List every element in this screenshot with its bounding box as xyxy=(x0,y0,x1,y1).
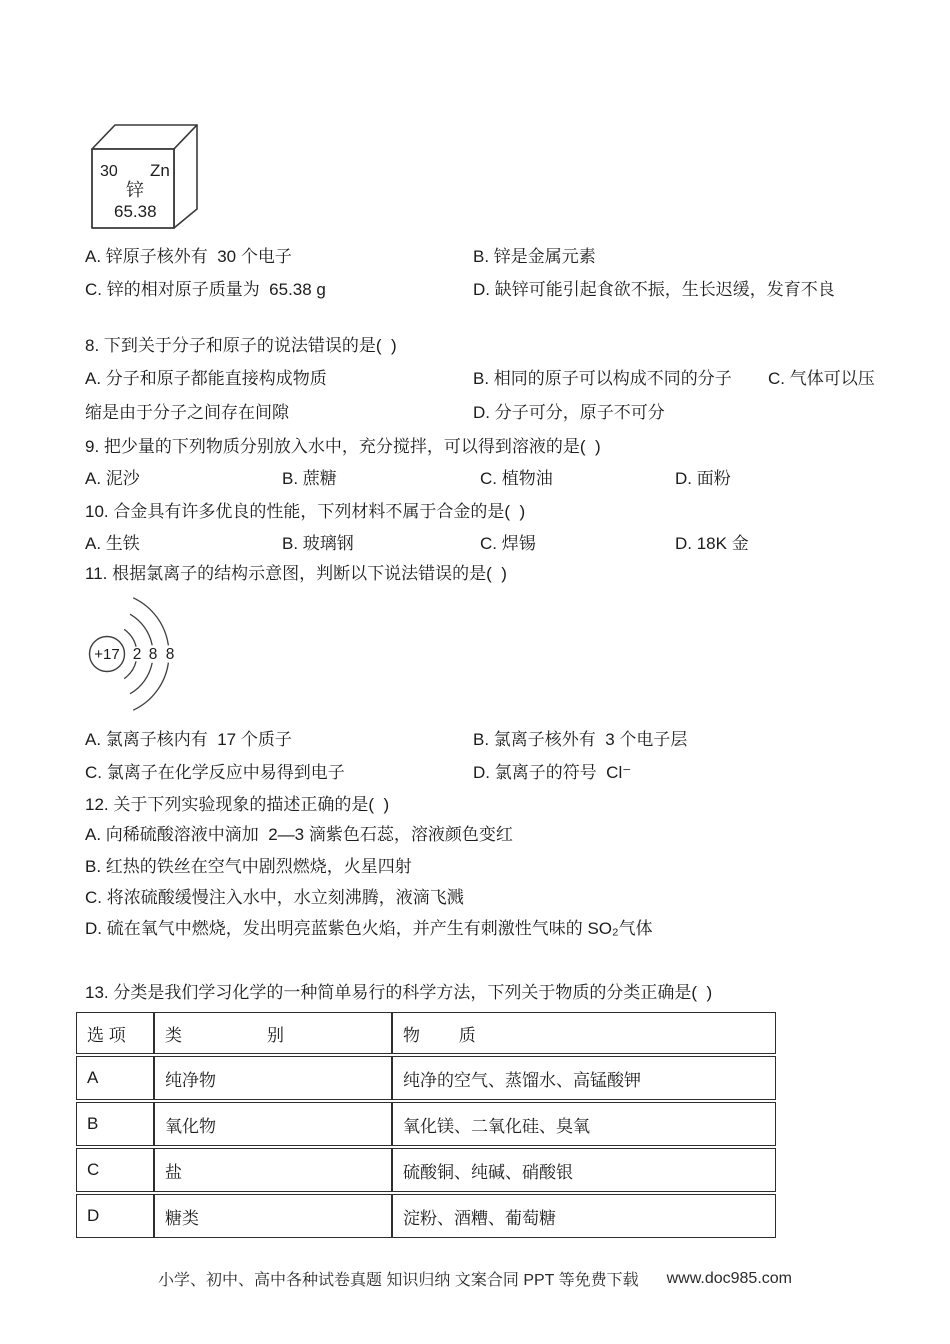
q10-option-d: D. 18K 金 xyxy=(675,534,749,553)
q7-option-d: D. 缺锌可能引起食欲不振，生长迟缓，发育不良 xyxy=(473,280,835,299)
cell-option: B xyxy=(76,1102,154,1146)
q8-option-d: D. 分子可分，原子不可分 xyxy=(473,403,665,422)
q9-option-d: D. 面粉 xyxy=(675,469,731,488)
q10-option-c: C. 焊锡 xyxy=(480,534,536,553)
cell-category: 氧化物 xyxy=(154,1102,392,1146)
q7-option-c: C. 锌的相对原子质量为 65.38 g xyxy=(85,280,326,299)
zinc-cube-svg xyxy=(88,115,203,235)
q12-option-b: B. 红热的铁丝在空气中剧烈燃烧，火星四射 xyxy=(85,857,412,876)
atomic-number: 30 xyxy=(100,163,118,180)
chloride-ion-structure-diagram xyxy=(78,590,258,722)
nucleus-charge: +17 xyxy=(94,646,120,663)
cell-category: 纯净物 xyxy=(154,1056,392,1100)
footer-site-url[interactable]: www.doc985.com xyxy=(666,1269,792,1287)
q8-option-b: B. 相同的原子可以构成不同的分子 xyxy=(473,369,732,388)
zinc-element-cube-figure xyxy=(88,115,203,235)
q13-stem: 13. 分类是我们学习化学的一种简单易行的科学方法，下列关于物质的分类正确是( ) xyxy=(85,983,713,1002)
cell-option: A xyxy=(76,1056,154,1100)
shell-electron-count-1: 2 xyxy=(132,646,142,663)
table-header-row xyxy=(76,1012,776,1054)
q9-option-c: C. 植物油 xyxy=(480,469,553,488)
q11-option-a: A. 氯离子核内有 17 个质子 xyxy=(85,730,292,749)
q10-option-b: B. 玻璃钢 xyxy=(282,534,354,553)
q12-option-a: A. 向稀硫酸溶液中滴加 2—3 滴紫色石蕊，溶液颜色变红 xyxy=(85,825,513,844)
q11-option-b: B. 氯离子核外有 3 个电子层 xyxy=(473,730,688,749)
q12-stem: 12. 关于下列实验现象的描述正确的是( ) xyxy=(85,795,390,814)
q8-stem: 8. 下到关于分子和原子的说法错误的是( ) xyxy=(85,336,397,355)
element-name-cn: 锌 xyxy=(126,180,144,200)
q7-option-b: B. 锌是金属元素 xyxy=(473,247,596,266)
shell-arc-1-upper xyxy=(124,629,136,646)
q8-option-c-part1: C. 气体可以压 xyxy=(768,369,875,388)
q11-option-c: C. 氯离子在化学反应中易得到电子 xyxy=(85,763,345,782)
q11-stem: 11. 根据氯离子的结构示意图，判断以下说法错误的是( ) xyxy=(85,564,507,583)
ion-diagram-svg xyxy=(78,590,258,722)
q13-classification-table xyxy=(76,1010,776,1240)
page-footer xyxy=(0,1262,950,1295)
q12-option-c: C. 将浓硫酸缓慢注入水中，水立刻沸腾，液滴飞溅 xyxy=(85,888,464,907)
cell-substance: 硫酸铜、纯碱、硝酸银 xyxy=(392,1148,776,1192)
q11-option-d: D. 氯离子的符号 Cl⁻ xyxy=(473,763,632,782)
header-substance: 物 质 xyxy=(392,1012,776,1054)
q9-option-b: B. 蔗糖 xyxy=(282,469,337,488)
q10-option-a: A. 生铁 xyxy=(85,534,140,553)
q9-stem: 9. 把少量的下列物质分别放入水中，充分搅拌，可以得到溶液的是( ) xyxy=(85,437,601,456)
shell-arc-1-lower xyxy=(124,661,136,678)
header-category: 类 别 xyxy=(154,1012,392,1054)
table-row xyxy=(76,1194,776,1238)
shell-electron-count-3: 8 xyxy=(165,646,175,663)
table-row xyxy=(76,1102,776,1146)
q8-option-c-part2: 缩是由于分子之间存在间隙 xyxy=(85,403,289,422)
cell-substance: 淀粉、酒糟、葡萄糖 xyxy=(392,1194,776,1238)
table-row xyxy=(76,1056,776,1100)
q12-option-d: D. 硫在氧气中燃烧，发出明亮蓝紫色火焰，并产生有刺激性气味的 SO₂气体 xyxy=(85,919,653,938)
q7-option-a: A. 锌原子核外有 30 个电子 xyxy=(85,247,292,266)
table-row xyxy=(76,1148,776,1192)
q10-stem: 10. 合金具有许多优良的性能，下列材料不属于合金的是( ) xyxy=(85,502,526,521)
cell-category: 盐 xyxy=(154,1148,392,1192)
cell-option: C xyxy=(76,1148,154,1192)
cell-substance: 纯净的空气、蒸馏水、高锰酸钾 xyxy=(392,1056,776,1100)
cell-category: 糖类 xyxy=(154,1194,392,1238)
atomic-mass: 65.38 xyxy=(114,202,157,221)
cell-option: D xyxy=(76,1194,154,1238)
header-option: 选 项 xyxy=(76,1012,154,1054)
q8-option-a: A. 分子和原子都能直接构成物质 xyxy=(85,369,327,388)
cell-substance: 氧化镁、二氧化硅、臭氧 xyxy=(392,1102,776,1146)
element-symbol: Zn xyxy=(150,161,170,180)
footer-promo-text: 小学、初中、高中各种试卷真题 知识归纳 文案合同 PPT 等免费下载 xyxy=(157,1272,639,1289)
shell-electron-count-2: 8 xyxy=(148,646,158,663)
q9-option-a: A. 泥沙 xyxy=(85,469,140,488)
